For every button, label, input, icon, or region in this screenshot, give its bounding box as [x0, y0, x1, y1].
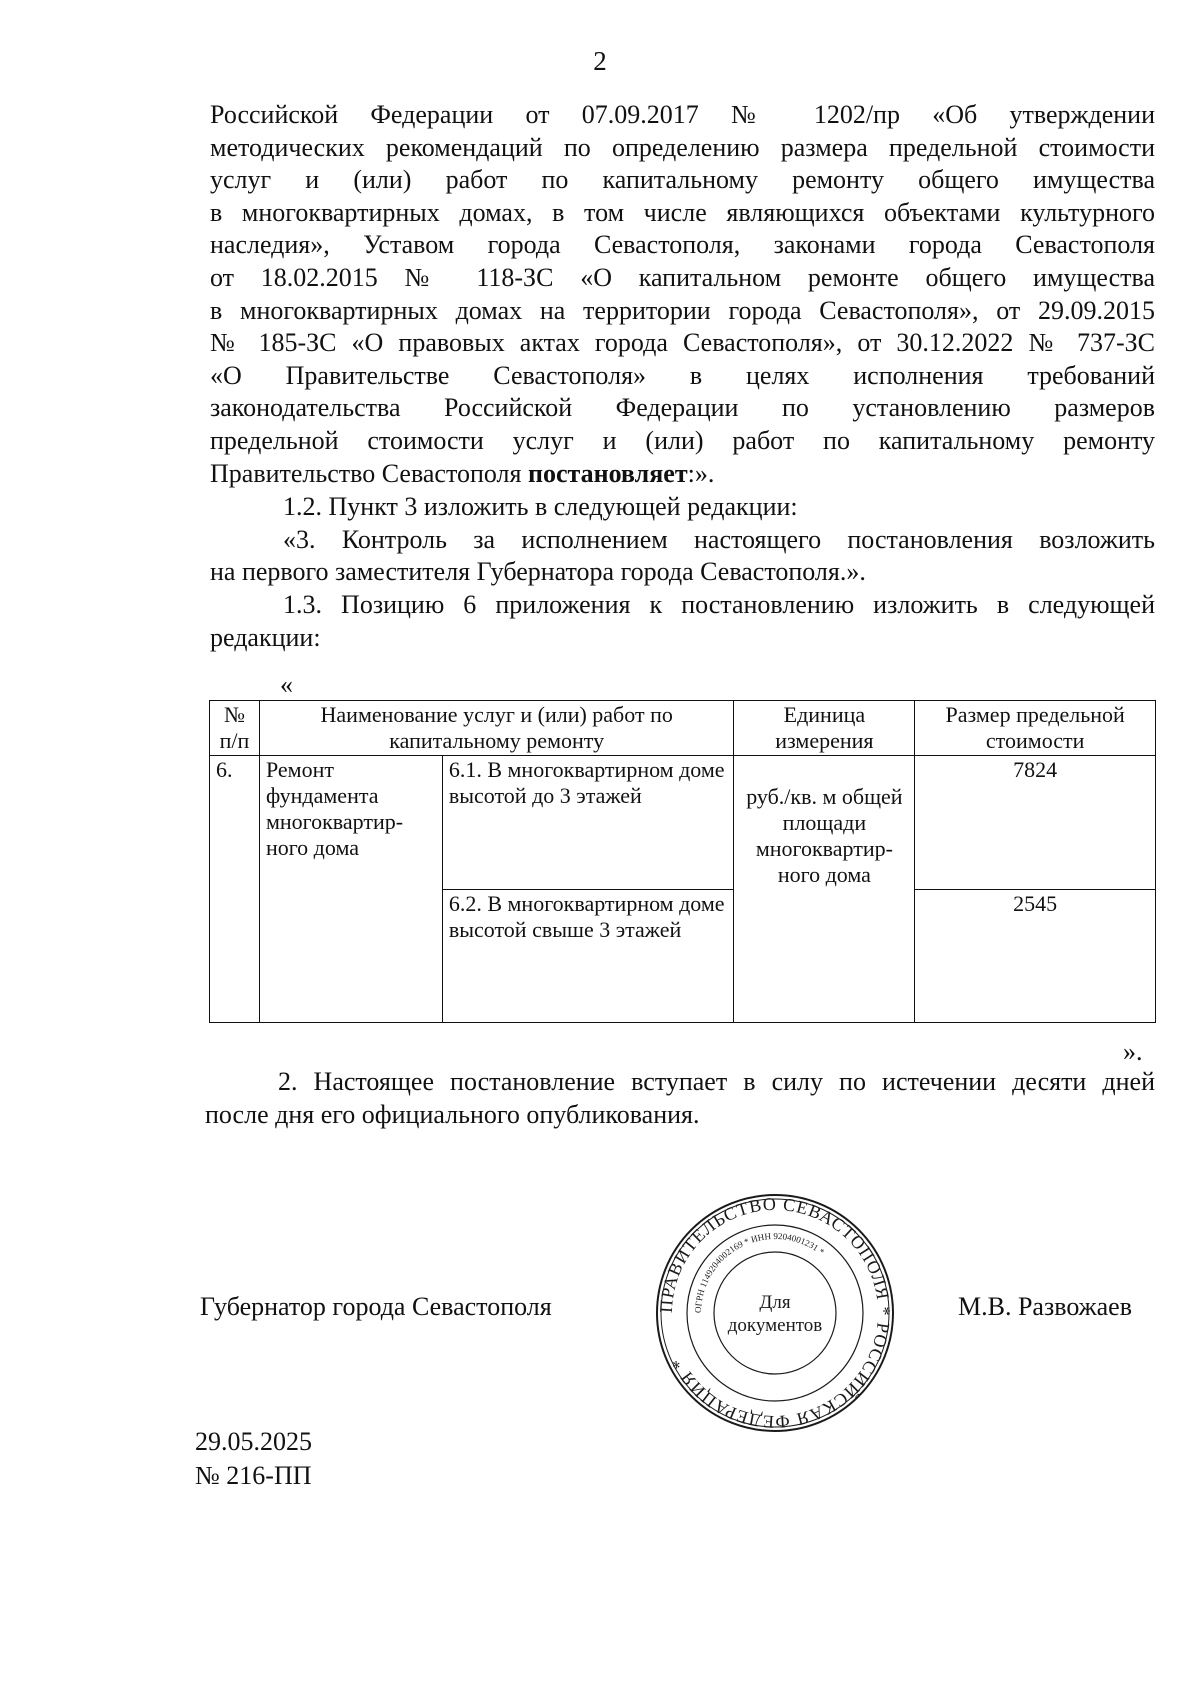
item-1-2-quote-line: «3. Контроль за исполнением настоящего постановления возложить [283, 524, 1155, 554]
official-seal [655, 1193, 895, 1433]
seal-inner-text: ОГРН 1149204002169 * ИНН 9204001231 * [692, 1230, 827, 1314]
item-1-3-line: 1.3. Позицию 6 приложения к постановлению изложить в следующей [283, 590, 1155, 619]
text-line: от 18.02.2015 № 118-ЗС «О капитальном ремонте общего имущества [210, 262, 1155, 292]
text-line: наследия», Уставом города Севастополя, законами города Севастополя [210, 230, 1155, 260]
text-line: «О Правительстве Севастополя» в целях исполнения требований [210, 360, 1155, 390]
header-num: № п/п [210, 701, 260, 756]
item-2-line: 2. Настоящее постановление вступает в силу по истечении десяти дней [278, 1067, 1155, 1096]
text-line: в многоквартирных домах, в том числе являющихся объектами культурного [210, 197, 1155, 227]
header-cost: Размер предельной стоимости [915, 701, 1156, 756]
seal-outer-text: ПРАВИТЕЛЬСТВО СЕВАСТОПОЛЯ * РОССИЙСКАЯ ФЕДЕРАЦИЯ * [655, 1193, 895, 1433]
table-close-quote: ». [1123, 1037, 1143, 1066]
document-date-number [195, 1425, 312, 1493]
text-line: № 185-ЗС «О правовых актах города Севастополя», от 30.12.2022 № 737-ЗС [210, 328, 1155, 358]
service-name: Ремонт фундамента многоквартир-ного дома [259, 756, 442, 1023]
header-unit: Единица измерения [734, 701, 915, 756]
item-1-3-line: редакции: [210, 622, 321, 652]
header-name: Наименование услуг и (или) работ по капитальному ремонту [259, 701, 734, 756]
cost-table [209, 700, 1156, 1023]
text-line: услуг и (или) работ по капитальному ремонту общего имущества [210, 165, 1155, 195]
sub-row-desc: 6.2. В многоквартирном доме высотой свыше 3 этажей [442, 889, 734, 1023]
unit-cell: руб./кв. м общей площади многоквартир-ного дома [734, 756, 915, 1023]
paragraph-preamble [210, 99, 1155, 490]
item-1-2-heading: 1.2. Пункт 3 изложить в следующей редакции: [283, 492, 798, 521]
text-line: законодательства Российской Федерации по установлению размеров [210, 393, 1155, 423]
signatory-name: М.В. Развожаев [958, 1292, 1133, 1321]
resolution-word: постановляет [527, 458, 688, 488]
table-open-quote: « [280, 670, 293, 699]
row-number: 6. [210, 756, 260, 1023]
text-line: в многоквартирных домах на территории города Севастополя», от 29.09.2015 [210, 295, 1155, 325]
seal-center-line: документов [727, 1315, 823, 1336]
item-2-line: после дня его официального опубликования. [205, 1099, 700, 1129]
seal-center-line: Для [759, 1292, 791, 1313]
sub-row-desc: 6.1. В многоквартирном доме высотой до 3 этажей [442, 756, 734, 890]
table-header-row [210, 701, 1156, 756]
text-fragment: :». [687, 458, 715, 488]
item-2 [205, 1066, 1155, 1131]
text-line: Российской Федерации от 07.09.2017 № 1202/пр «Об утверждении [210, 100, 1155, 129]
item-1-2-quote-line: на первого заместителя Губернатора города Севастополя.». [210, 557, 866, 587]
document-number: № 216-ПП [195, 1461, 312, 1490]
signatory-role: Губернатор города Севастополя [200, 1292, 552, 1321]
sub-row-cost: 7824 [915, 756, 1156, 890]
item-1-2 [210, 491, 1155, 589]
sub-row-cost: 2545 [915, 889, 1156, 1023]
text-fragment: Правительство Севастополя [210, 458, 528, 488]
text-line: методических рекомендаций по определению размера предельной стоимости [210, 132, 1155, 162]
text-line-final [210, 458, 1155, 491]
document-date: 29.05.2025 [195, 1427, 312, 1456]
item-1-3 [210, 589, 1155, 654]
table-row [210, 756, 1156, 890]
text-line: предельной стоимости услуг и (или) работ по капитальному ремонту [210, 425, 1155, 455]
svg-text:ПРАВИТЕЛЬСТВО СЕВАСТОПОЛЯ * РО [656, 1194, 894, 1432]
page-number: 2 [593, 46, 607, 76]
